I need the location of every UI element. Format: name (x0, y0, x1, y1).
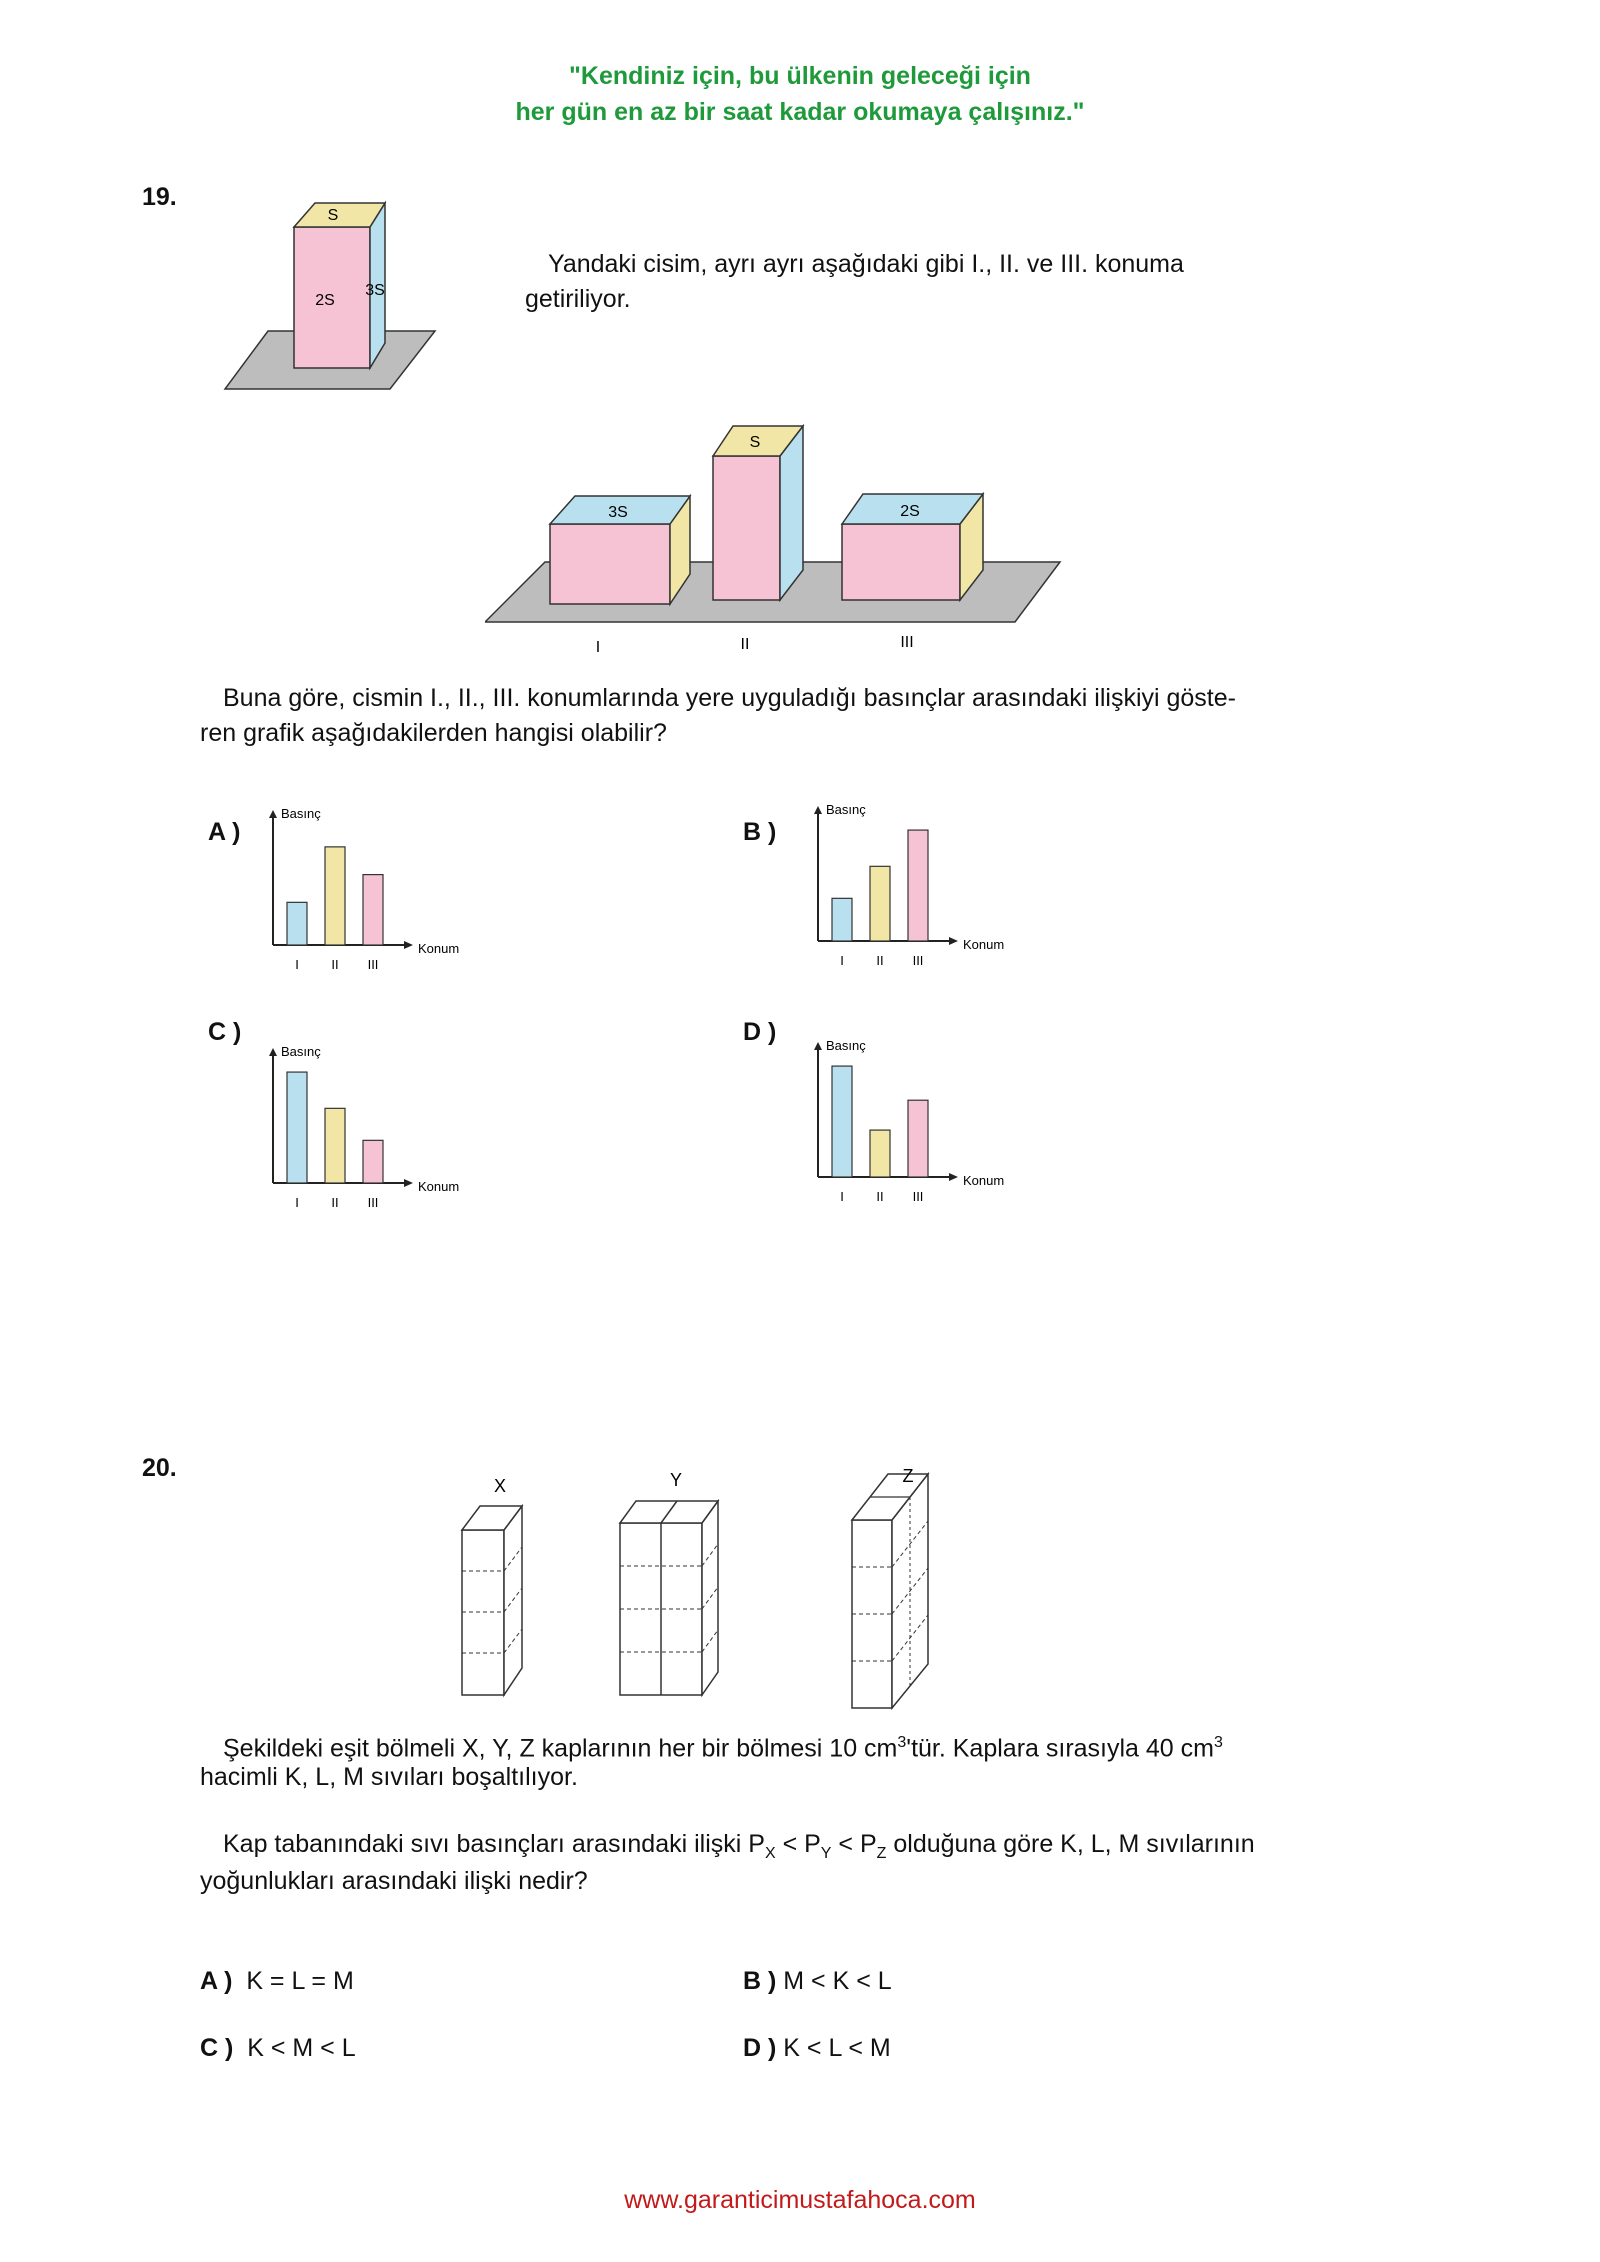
tick-label-I: I (295, 957, 299, 972)
x-axis-arrow (404, 1179, 413, 1187)
container-y (620, 1470, 718, 1695)
header-line-2: her gün en az bir saat kadar okumaya çalışınız." (515, 98, 1085, 126)
container-y-label: Y (669, 1470, 683, 1490)
block-side-label: 3S (365, 282, 385, 299)
position-1-roman: I (595, 639, 601, 656)
container-x-label: X (493, 1476, 507, 1496)
question-20-number: 20. (142, 1454, 177, 1482)
bar-I (287, 1072, 307, 1183)
q20-text1-line-2: hacimli K, L, M sıvıları boşaltılıyor. (200, 1763, 578, 1791)
position-1-face-label: 3S (608, 504, 628, 521)
q20-option-c[interactable]: C ) K < M < L (200, 2034, 356, 2062)
tick-label-III: III (912, 953, 924, 968)
tick-label-III: III (367, 957, 379, 972)
header-line-1: "Kendiniz için, bu ülkenin geleceği için (569, 62, 1031, 90)
y-axis-label: Basınç (281, 806, 321, 821)
position-3-roman: III (900, 634, 914, 651)
bar-I (832, 898, 852, 941)
tick-label-II: II (876, 953, 884, 968)
tick-label-I: I (840, 1189, 844, 1204)
q20-text2-line-2: yoğunlukları arasındaki ilişki nedir? (200, 1867, 588, 1895)
position-3-face-label: 2S (900, 503, 920, 520)
y-axis-label: Basınç (281, 1044, 321, 1059)
container-x (462, 1476, 522, 1695)
y-axis-arrow (269, 810, 277, 818)
q20-text2-line-1: Kap tabanındaki sıvı basınçları arasındaki ilişki $P_X < P_Y < P_Z$ olduğuna göre K, L, M sıvılarının (223, 1830, 1255, 1862)
x-axis-arrow (949, 1173, 958, 1181)
bar-III (363, 875, 383, 945)
bar-III (908, 830, 928, 941)
q20-text1-line-1: Şekildeki eşit bölmeli X, Y, Z kaplarının her bir bölmesi 10 $cm^3'tür$. Kaplara sırasıyla 40 $cm^3$ (223, 1734, 1223, 1763)
position-3-block (842, 494, 983, 600)
bar-I (287, 902, 307, 945)
tick-label-II: II (876, 1189, 884, 1204)
x-axis-arrow (404, 941, 413, 949)
q19-option-d-chart[interactable] (800, 1032, 1040, 1217)
standing-block-figure (220, 195, 445, 395)
position-2-roman: II (740, 636, 750, 653)
x-axis-label: Konum (963, 937, 1005, 952)
q19-option-b-chart[interactable] (800, 796, 1040, 981)
bar-II (325, 1108, 345, 1183)
container-z (852, 1466, 928, 1708)
q20-option-d[interactable]: D ) K < L < M (743, 2034, 891, 2062)
block-top-face (294, 203, 385, 227)
tick-label-II: II (331, 957, 339, 972)
bar-III (363, 1140, 383, 1183)
y-axis-label: Basınç (826, 802, 866, 817)
block-top-label: S (327, 207, 339, 224)
q19-question-line-1: Buna göre, cismin I., II., III. konumlarında yere uyguladığı basınçlar arasındaki ilişkiyi göste- (223, 684, 1236, 712)
three-positions-figure (485, 420, 1065, 660)
bar-II (325, 847, 345, 945)
x-axis-label: Konum (963, 1173, 1005, 1188)
tick-label-I: I (840, 953, 844, 968)
tick-label-III: III (367, 1195, 379, 1210)
bar-II (870, 1130, 890, 1177)
x-axis-label: Konum (418, 1179, 460, 1194)
tick-label-III: III (912, 1189, 924, 1204)
q19-intro-line-1: Yandaki cisim, ayrı ayrı aşağıdaki gibi I., II. ve III. konuma (548, 250, 1184, 278)
q19-option-b-letter[interactable]: B ) (743, 818, 777, 846)
q20-option-a[interactable]: A ) K = L = M (200, 1967, 354, 1995)
containers-figure (440, 1450, 960, 1720)
q19-intro-line-2: getiriliyor. (525, 285, 631, 313)
position-2-block (713, 426, 803, 600)
y-axis-arrow (814, 806, 822, 814)
y-axis-arrow (269, 1048, 277, 1056)
header-quote (0, 58, 1600, 130)
x-axis-label: Konum (418, 941, 460, 956)
q20-option-b[interactable]: B ) M < K < L (743, 1967, 892, 1995)
question-19-number: 19. (142, 183, 177, 211)
position-1-block (550, 496, 690, 604)
q19-option-a-chart[interactable] (255, 800, 495, 985)
bar-I (832, 1066, 852, 1177)
q19-option-d-letter[interactable]: D ) (743, 1018, 777, 1046)
y-axis-label: Basınç (826, 1038, 866, 1053)
block-front-label: 2S (315, 292, 335, 309)
tick-label-II: II (331, 1195, 339, 1210)
q19-option-a-letter[interactable]: A ) (208, 818, 241, 846)
q19-option-c-letter[interactable]: C ) (208, 1018, 242, 1046)
bar-III (908, 1100, 928, 1177)
q19-question-line-2: ren grafik aşağıdakilerden hangisi olabilir? (200, 719, 667, 747)
q19-option-c-chart[interactable] (255, 1038, 495, 1223)
container-z-label: Z (902, 1466, 914, 1486)
bar-II (870, 866, 890, 941)
y-axis-arrow (814, 1042, 822, 1050)
x-axis-arrow (949, 937, 958, 945)
tick-label-I: I (295, 1195, 299, 1210)
footer-url[interactable]: www.garanticimustafahoca.com (624, 2186, 976, 2214)
position-2-face-label: S (749, 434, 761, 451)
